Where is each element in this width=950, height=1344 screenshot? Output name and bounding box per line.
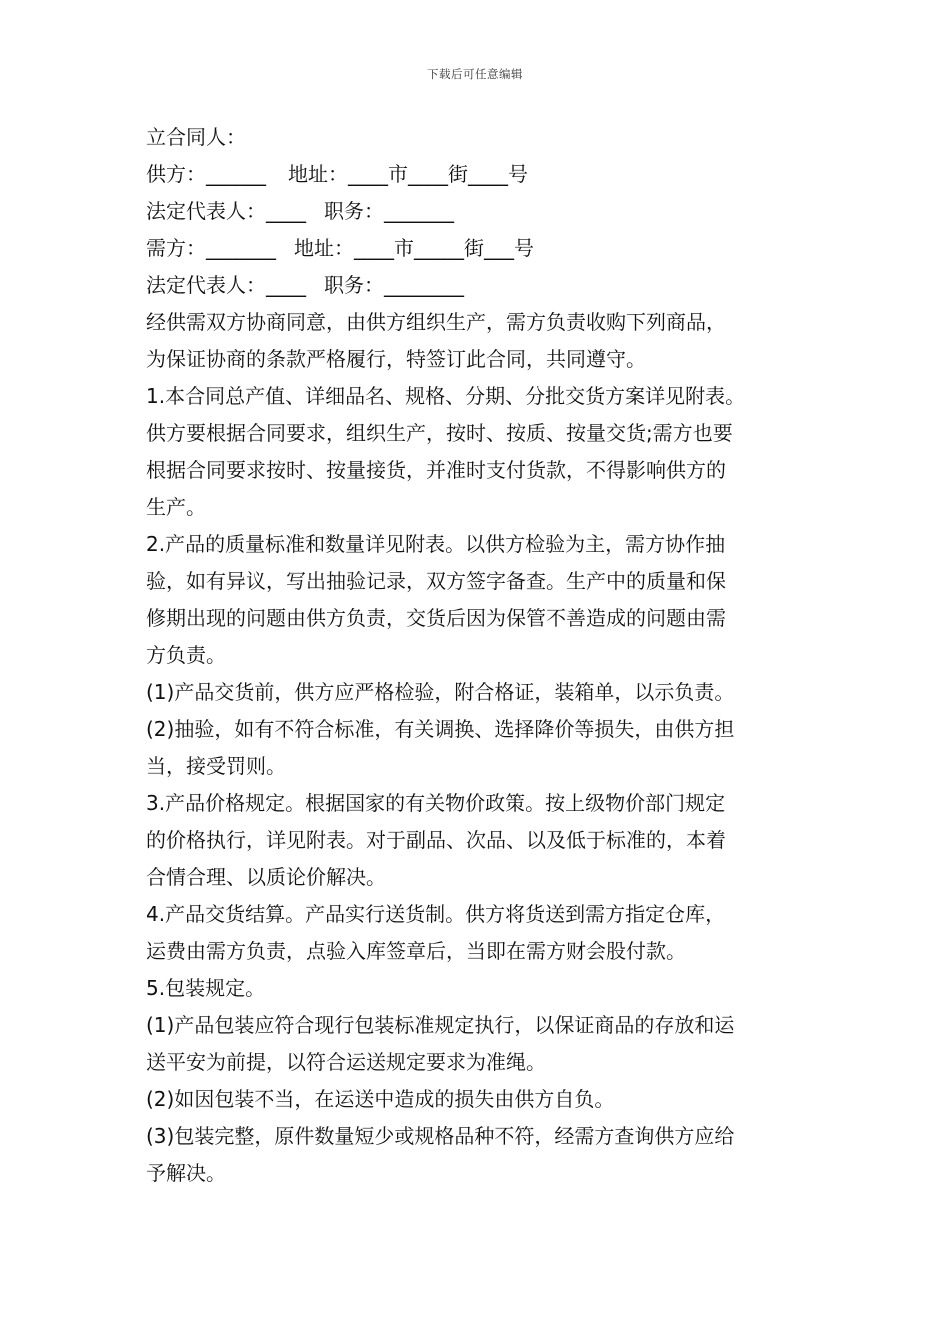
supplier-position-field: 职务：_______ xyxy=(324,199,454,223)
body-line: 送平安为前提，以符合运送规定要求为准绳。 xyxy=(146,1050,546,1074)
clause-5-1-line: (1)产品包装应符合现行包装标准规定执行，以保证商品的存放和运 xyxy=(146,1013,735,1037)
clause-5-2-line: (2)如因包装不当，在运送中造成的损失由供方自负。 xyxy=(146,1087,615,1111)
body-line: 供方要根据合同要求，组织生产，按时、按质、按量交货;需方也要 xyxy=(146,421,733,445)
clause-5-3-line: (3)包装完整，原件数量短少或规格品种不符，经需方查询供方应给 xyxy=(146,1124,735,1148)
clause-3-line: 3.产品价格规定。根据国家的有关物价政策。按上级物价部门规定 xyxy=(146,791,726,815)
buyer-field: 需方：_______ xyxy=(146,236,276,260)
contract-body xyxy=(146,119,836,1192)
buyer-rep-row xyxy=(146,267,836,304)
buyer-row xyxy=(146,230,836,267)
buyer-rep-field: 法定代表人：____ xyxy=(146,273,306,297)
body-line: 为保证协商的条款严格履行，特签订此合同，共同遵守。 xyxy=(146,347,646,371)
buyer-address-field: 地址：____市_____街___号 xyxy=(294,236,534,260)
clause-4-line: 4.产品交货结算。产品实行送货制。供方将货送到需方指定仓库， xyxy=(146,902,726,926)
clause-2-1-line: (1)产品交货前，供方应严格检验，附合格证，装箱单，以示负责。 xyxy=(146,680,735,704)
buyer-position-field: 职务：________ xyxy=(324,273,464,297)
body-line: 根据合同要求按时、按量接货，并准时支付货款，不得影响供方的 xyxy=(146,458,726,482)
supplier-field: 供方：______ xyxy=(146,162,266,186)
supplier-rep-row xyxy=(146,193,836,230)
clause-5-line: 5.包装规定。 xyxy=(146,976,266,1000)
page-header: 下载后可任意编辑 xyxy=(427,67,523,81)
body-line: 生产。 xyxy=(146,495,206,519)
contract-parties-title: 立合同人： xyxy=(146,125,246,149)
body-line: 当，接受罚则。 xyxy=(146,754,286,778)
clause-1-line: 1.本合同总产值、详细品名、规格、分期、分批交货方案详见附表。 xyxy=(146,384,746,408)
supplier-address-field: 地址：____市____街____号 xyxy=(288,162,528,186)
body-line: 方负责。 xyxy=(146,643,226,667)
body-line: 合情合理、以质论价解决。 xyxy=(146,865,386,889)
body-line: 的价格执行，详见附表。对于副品、次品、以及低于标准的，本着 xyxy=(146,828,726,852)
clause-2-line: 2.产品的质量标准和数量详见附表。以供方检验为主，需方协作抽 xyxy=(146,532,726,556)
body-line: 予解决。 xyxy=(146,1161,226,1185)
body-line: 修期出现的问题由供方负责，交货后因为保管不善造成的问题由需 xyxy=(146,606,726,630)
body-line: 运费由需方负责，点验入库签章后，当即在需方财会股付款。 xyxy=(146,939,686,963)
clause-2-2-line: (2)抽验，如有不符合标准，有关调换、选择降价等损失，由供方担 xyxy=(146,717,735,741)
body-line: 经供需双方协商同意，由供方组织生产，需方负责收购下列商品， xyxy=(146,310,726,334)
supplier-row xyxy=(146,156,836,193)
supplier-rep-field: 法定代表人：____ xyxy=(146,199,306,223)
body-line: 验，如有异议，写出抽验记录，双方签字备查。生产中的质量和保 xyxy=(146,569,726,593)
